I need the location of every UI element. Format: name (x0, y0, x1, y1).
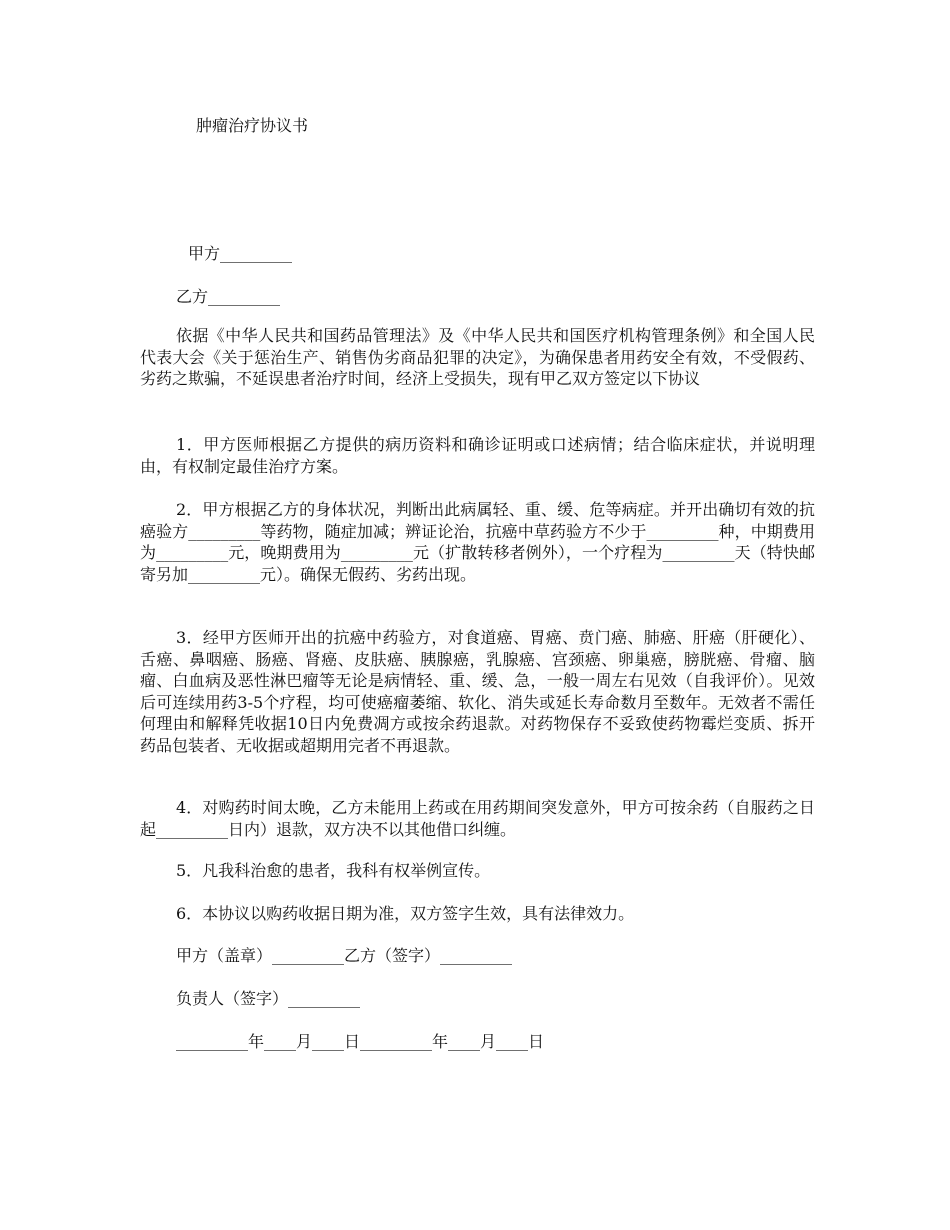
clause-3: 3．经甲方医师开出的抗癌中药验方，对食道癌、胃癌、贲门癌、肺癌、肝癌（肝硬化）、舌癌、鼻咽癌、肠癌、肾癌、皮肤癌、胰腺癌，乳腺癌、宫颈癌、卵巢癌，膀胱癌、骨瘤、脑瘤、白血病及恶性淋巴瘤等无论是病情轻、重、缓、急，一般一周左右见效（自我评价）。见效后可连续用药3-5个疗程，均可使癌瘤萎缩、软化、消失或延长寿命数月至数年。无效者不需任何理由和解释凭收据10日内免费凋方或按余药退款。对药物保存不妥致使药物霉烂变质、拆开药品包装者、无收据或超期用完者不再退款。 (140, 628, 815, 755)
party-b-line: 乙方_________ (176, 287, 281, 306)
preamble-paragraph: 依据《中华人民共和国药品管理法》及《中华人民共和国医疗机构管理条例》和全国人民代表大会《关于惩治生产、销售伪劣商品犯罪的决定》，为确保患者用药安全有效，不受假药、劣药之欺骗，不延误患者治疗时间，经济上受损失，现有甲乙双方签定以下协议 (140, 326, 815, 388)
clause-1: 1．甲方医师根据乙方提供的病历资料和确诊证明或口述病情；结合临床症状，并说明理由，有权制定最佳治疗方案。 (140, 435, 815, 476)
document-title: 肿瘤治疗协议书 (196, 116, 309, 135)
responsible-person-line: 负责人（签字）_________ (176, 989, 361, 1008)
clause-5: 5．凡我科治愈的患者，我科有权举例宣传。 (176, 861, 491, 880)
clause-2: 2．甲方根据乙方的身体状况，判断出此病属轻、重、缓、危等病症。并开出确切有效的抗癌验方_________等药物，随症加减；辨证论治，抗癌中草药验方不少于_________种，中期费用为_________元，晚期费用为_________元（扩散转移者例外），一个疗程为_________天（特快邮寄另加_________元）。确保无假药、劣药出现。 (140, 500, 815, 584)
date-line: _________年____月____日_________年____月____日 (176, 1032, 545, 1051)
clause-6: 6．本协议以购药收据日期为准，双方签字生效，具有法律效力。 (176, 904, 635, 923)
clause-4: 4．对购药时间太晚，乙方未能用上药或在用药期间突发意外，甲方可按余药（自服药之日起_________日内）退款，双方决不以其他借口纠缠。 (140, 798, 815, 839)
party-a-line: 甲方_________ (188, 244, 293, 263)
signature-line: 甲方（盖章）_________乙方（签字）_________ (176, 946, 513, 965)
